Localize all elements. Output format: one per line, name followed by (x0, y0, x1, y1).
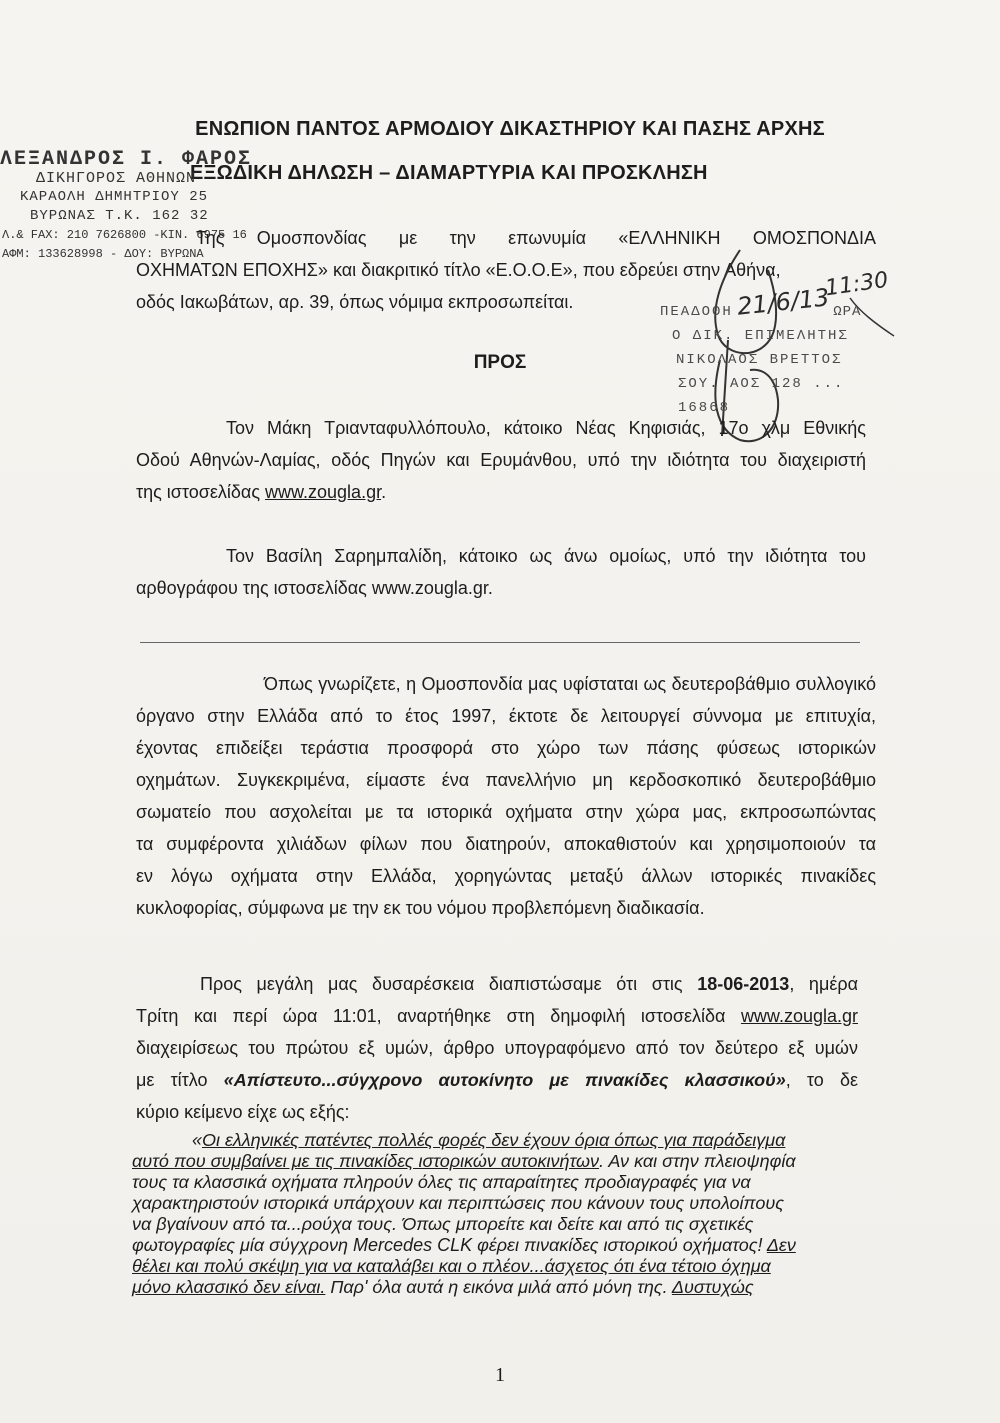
intro-line: οδός Ιακωβάτων, αρ. 39, όπως νόμιμα εκπροσωπείται. (136, 292, 574, 312)
body-line: διαχειρίσεως του πρώτου εξ υμών, άρθρο υπογραφόμενο από τον δεύτερο εξ υμών (136, 1038, 858, 1058)
website-link[interactable]: www.zougla.gr (265, 482, 382, 502)
quote-text: . Αν και στην πλειοψηφία (599, 1151, 796, 1171)
quote-line (132, 1277, 852, 1298)
quote-line (132, 1130, 852, 1151)
quote-text: Οι ελληνικές πατέντες πολλές φορές δεν έχουν όρια όπως για παράδειγμα (202, 1130, 786, 1150)
body-line: τα συμφέροντα χιλιάδων φίλων που διατηρούν, αποκαθιστούν και χρησιμοποιούν τα (136, 834, 876, 854)
incident-date: 18-06-2013 (697, 974, 790, 994)
quote-line (132, 1235, 852, 1256)
intro-line: ΟΧΗΜΑΤΩΝ ΕΠΟΧΗΣ» και διακριτικό τίτλο «Ε.Ο.Ο.Ε», που εδρεύει στην Αθήνα, (136, 260, 781, 280)
received-label: ΠΕΑΔΟΘΗ (660, 304, 733, 320)
divider-line (140, 642, 860, 643)
addressee-text: . (381, 482, 387, 502)
body-text: με τίτλο (136, 1070, 224, 1090)
quote-text: αυτό που συμβαίνει με τις πινακίδες ιστορικών αυτοκινήτων (132, 1151, 600, 1171)
addressee-2 (136, 540, 866, 604)
page-number: 1 (495, 1364, 505, 1386)
addressee-line: αρθογράφου της ιστοσελίδας www.zougla.gr. (136, 578, 493, 598)
addressee-text: της ιστοσελίδας (136, 482, 266, 502)
body-paragraph-2 (136, 968, 858, 1128)
quote-text: Δυστυχώς (671, 1277, 754, 1297)
body-line: έχοντας επιδείξει τεράστια προσφορά στο χώρο των πάσης φύσεως ιστορικών (136, 738, 876, 758)
addressee-line (136, 476, 866, 508)
addressee-1 (136, 412, 866, 508)
handwritten-date: 21/6/13 (735, 283, 831, 321)
body-paragraph-1 (136, 668, 876, 924)
lawyer-city: ΒΥΡΩΝΑΣ Τ.Κ. 162 32 (30, 208, 209, 224)
body-line: όργανο στην Ελλάδα από το έτος 1997, έκτοτε δε λειτουργεί σύννομα με επιτυχία, (136, 706, 876, 726)
bailiff-name: ΝΙΚΟΛΑΟΣ ΒΡΕΤΤΟΣ (676, 352, 843, 368)
lawyer-street: ΚΑΡΑΟΛΗ ΔΗΜΗΤΡΙΟΥ 25 (20, 189, 209, 205)
body-line (136, 1000, 858, 1032)
body-line: Όπως γνωρίζετε, η Ομοσπονδία μας υφίσταται ως δευτεροβάθμιο συλλογικό (264, 674, 876, 694)
quoted-article-text (132, 1130, 852, 1298)
body-line: κυκλοφορίας, σύμφωνα με την εκ του νόμου προβλεπόμενη διαδικασία. (136, 898, 705, 918)
website-link[interactable]: www.zougla.gr (740, 1006, 858, 1026)
bailiff-ids: ΣΟΥ. ΑΟΣ 128 ... 16868 (678, 376, 845, 416)
quote-text: φωτογραφίες μία σύγχρονη Mercedes CLK φέρει πινακίδες ιστορικού οχήματος! (132, 1235, 767, 1255)
handwritten-time: 11:30 (823, 267, 890, 302)
body-line (136, 1064, 858, 1096)
quote-line: χαρακτηριστούν ιστορικά υπάρχουν και περιπτώσεις που κάνουν τους υπολοίπους (132, 1193, 785, 1213)
body-text: Τρίτη και περί ώρα 11:01, αναρτήθηκε στη δημοφιλή ιστοσελίδα (136, 1006, 741, 1026)
intro-line: Της Ομοσπονδίας με την επωνυμία «ΕΛΛΗΝΙΚΗ ΟΜΟΣΠΟΝΔΙΑ (196, 228, 876, 248)
body-line: εν λόγω οχήματα στην Ελλάδα, χορηγώντας μεταξύ άλλων ιστορικές πινακίδες (136, 866, 876, 886)
body-line: οχημάτων. Συγκεκριμένα, είμαστε ένα πανελλήνιο μη κερδοσκοπικό δευτεροβάθμιο (136, 770, 876, 790)
quote-line: τους τα κλασσικά οχήματα πληρούν όλες τις απαραίτητες προδιαγραφές για να (132, 1172, 751, 1192)
lawyer-tax: ΑΦΜ: 133628998 - ΔΟΥ: ΒΥΡΩΝΑ (2, 247, 204, 261)
body-text: , ημέρα (789, 974, 858, 994)
article-title: «Απίστευτο...σύγχρονο αυτοκίνητο με πινακίδες κλασσικού» (223, 1070, 786, 1090)
document-subheading: ΕΞΩΔΙΚΗ ΔΗΛΩΣΗ – ΔΙΑΜΑΡΤΥΡΙΑ ΚΑΙ ΠΡΟΣΚΛΗΣΗ (190, 162, 708, 184)
quote-line (132, 1151, 852, 1172)
quote-text: Παρ' όλα αυτά η εικόνα μιλά από μόνη της. (325, 1277, 672, 1297)
addressee-line: Τον Βασίλη Σαρημπαλίδη, κάτοικο ως άνω ομοίως, υπό την ιδιότητα του (226, 546, 866, 566)
body-text: , το δε (785, 1070, 858, 1090)
body-line: σωματείο που ασχολείται με τα ιστορικά οχήματα στην χώρα μας, εκπροσωπώντας (136, 802, 876, 822)
lawyer-name: ΛΕΞΑΝΔΡΟΣ Ι. ΦΑΡΟΣ (0, 148, 253, 171)
quote-text: Δεν (766, 1235, 796, 1255)
lawyer-phones: Λ.& FAX: 210 7626800 -KIN. 6975 16 (2, 228, 247, 242)
body-line: κύριο κείμενο είχε ως εξής: (136, 1102, 350, 1122)
bailiff-role: Ο ΔΙΚ. ΕΠΙΜΕΛΗΤΗΣ (672, 328, 849, 344)
pros-heading: ΠΡΟΣ (473, 352, 527, 373)
document-heading: ΕΝΩΠΙΟΝ ΠΑΝΤΟΣ ΑΡΜΟΔΙΟΥ ΔΙΚΑΣΤΗΡΙΟΥ ΚΑΙ ΠΑΣΗΣ ΑΡΧΗΣ (195, 118, 825, 140)
quote-line: θέλει και πολύ σκέψη για να καταλάβει και ο πλέον...άσχετος ότι ένα τέτοιο όχημα (132, 1256, 771, 1276)
quote-mark: « (192, 1130, 203, 1150)
addressee-line: Οδού Αθηνών-Λαμίας, οδός Πηγών και Ερυμάνθου, υπό την ιδιότητα του διαχειριστή (136, 450, 866, 470)
body-line (136, 968, 858, 1000)
time-label: ΩΡΑ (833, 304, 862, 320)
quote-line: να βγαίνουν από τα...ρούχα τους. Όπως μπορείτε και δείτε και από τις σχετικές (132, 1214, 754, 1234)
quote-text: μόνο κλασσικό δεν είναι. (132, 1277, 326, 1297)
lawyer-title: ΔΙΚΗΓΟΡΟΣ ΑΘΗΝΩΝ (36, 170, 197, 187)
body-text: Προς μεγάλη μας δυσαρέσκεια διαπιστώσαμε ότι στις (200, 974, 698, 994)
addressee-line: Τον Μάκη Τριανταφυλλόπουλο, κάτοικο Νέας Κηφισιάς, 17ο χλμ Εθνικής (226, 418, 866, 438)
